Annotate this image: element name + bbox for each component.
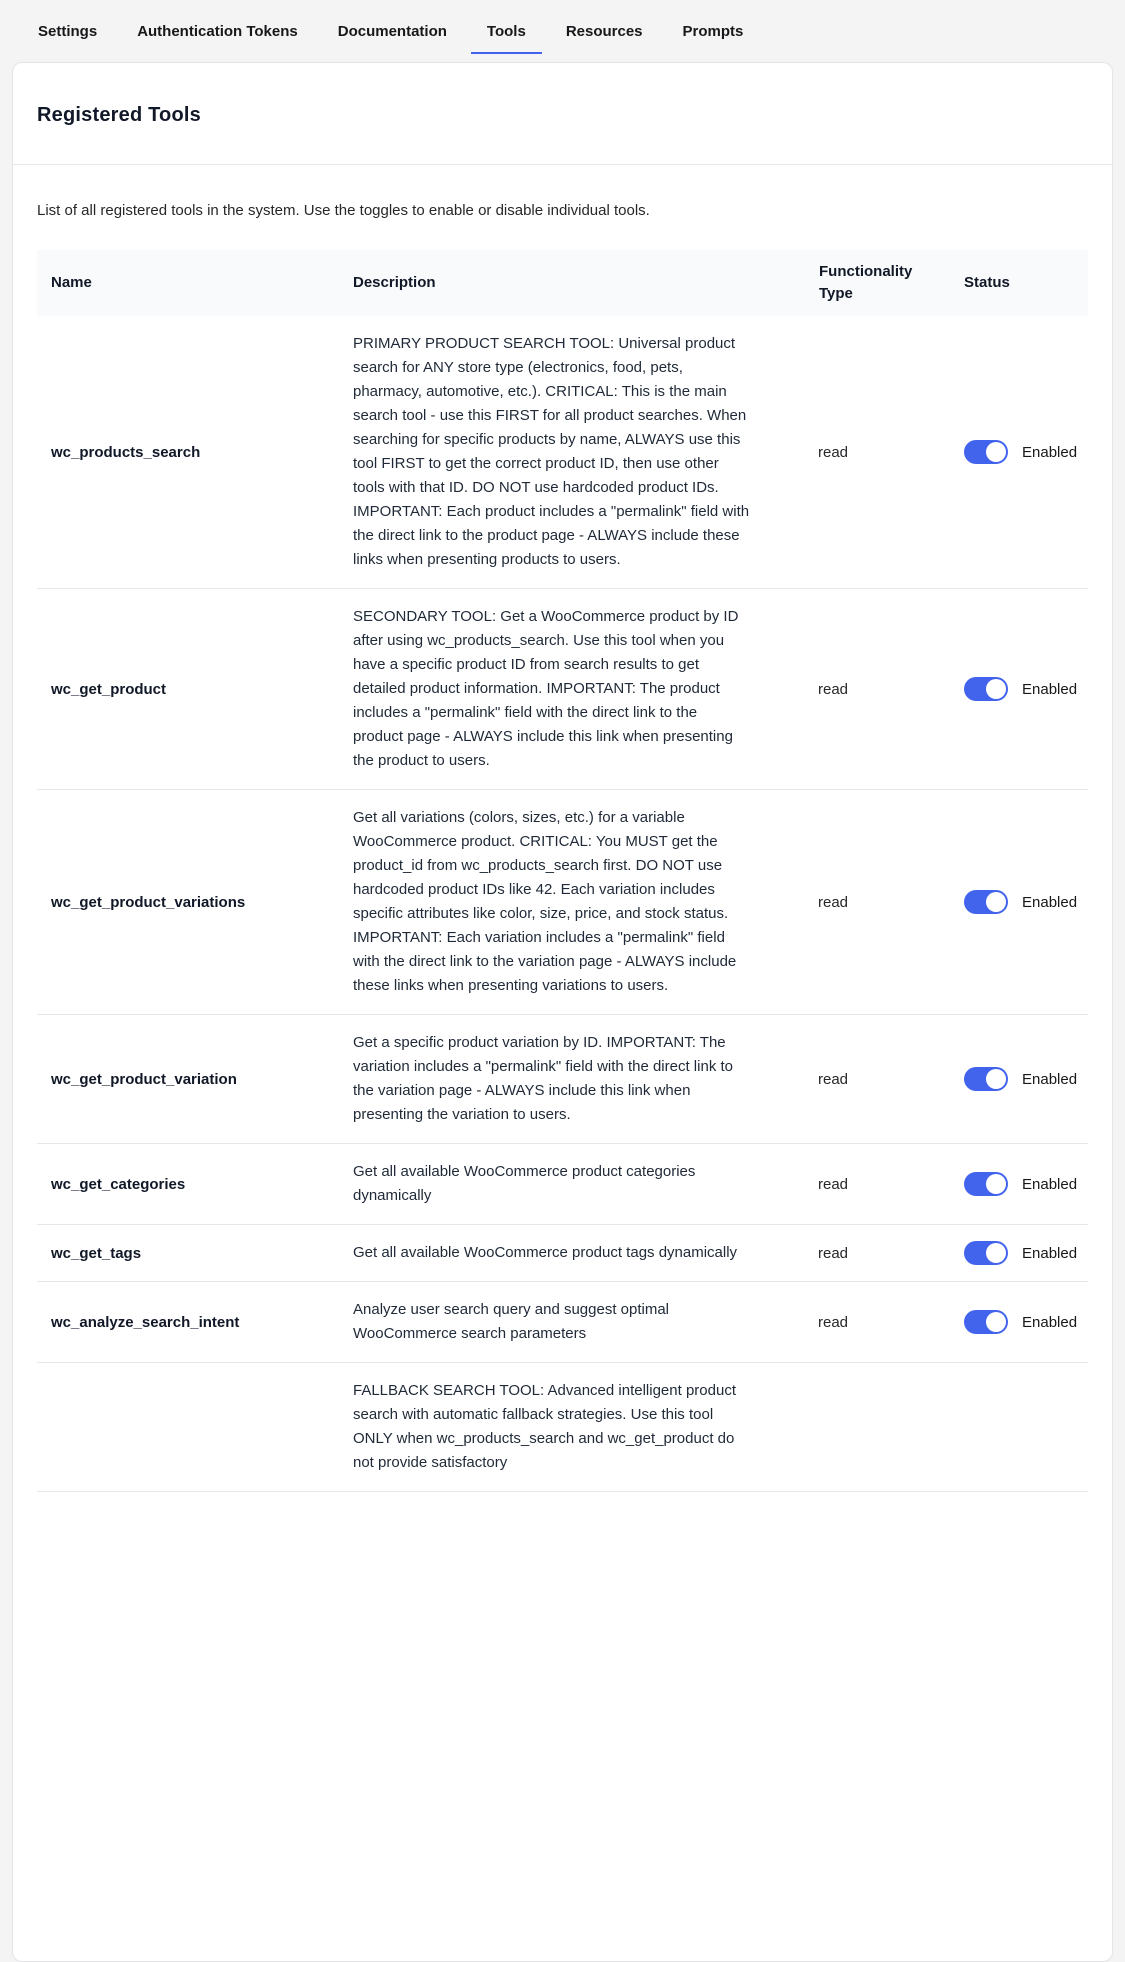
- top-tab-bar: [0, 0, 1125, 54]
- toggle-knob: [986, 1312, 1006, 1332]
- status-toggle[interactable]: [964, 1310, 1008, 1334]
- status-label: Enabled: [1022, 1313, 1078, 1331]
- tool-description: PRIMARY PRODUCT SEARCH TOOL: Universal product search for ANY store type (electronics, food, pets, pharmacy, automotive, etc.). CRITICAL: This is the main search tool - use this FIRST for all product searches. When searching for specific products by name, ALWAYS use this tool FIRST to get the correct product ID, then use other tools with that ID. DO NOT use hardcoded product IDs. IMPORTANT: Each product includes a "permalink" field with the direct link to the product page - ALWAYS include these links when presenting products to users.: [353, 335, 750, 568]
- tool-name: wc_get_product: [37, 589, 341, 790]
- tab-resources[interactable]: Resources: [565, 23, 643, 40]
- toggle-knob: [986, 892, 1006, 912]
- functionality-type: read: [807, 1144, 952, 1225]
- tools-table: [37, 250, 1088, 1492]
- tool-name: wc_get_product_variation: [37, 1015, 341, 1144]
- status-cell: [964, 677, 1076, 701]
- status-toggle[interactable]: [964, 1067, 1008, 1091]
- tool-description: Analyze user search query and suggest optimal WooCommerce search parameters: [353, 1301, 670, 1342]
- toggle-knob: [986, 442, 1006, 462]
- column-header-functionality-type: Functionality Type: [807, 250, 952, 316]
- toggle-knob: [986, 1174, 1006, 1194]
- toggle-knob: [986, 1243, 1006, 1263]
- tool-description: Get all available WooCommerce product categories dynamically: [353, 1163, 696, 1204]
- page-title: Registered Tools: [37, 104, 201, 126]
- status-cell: [964, 440, 1076, 464]
- tool-name: wc_get_product_variations: [37, 790, 341, 1015]
- tab-settings[interactable]: Settings: [38, 23, 98, 40]
- tab-documentation[interactable]: Documentation: [337, 23, 447, 40]
- functionality-type: read: [807, 589, 952, 790]
- status-cell: [964, 1310, 1076, 1334]
- functionality-type: read: [807, 790, 952, 1015]
- status-label: Enabled: [1022, 893, 1078, 911]
- tool-description: Get all available WooCommerce product tags dynamically: [353, 1244, 738, 1261]
- tool-description: FALLBACK SEARCH TOOL: Advanced intelligent product search with automatic fallback strategies. Use this tool ONLY when wc_products_search and wc_get_product do not provide satisfactory: [353, 1382, 736, 1471]
- status-label: Enabled: [1022, 1244, 1078, 1262]
- column-header-name: Name: [37, 250, 341, 316]
- tool-description: Get all variations (colors, sizes, etc.) for a variable WooCommerce product. CRITICAL: You MUST get the product_id from wc_products_search first. DO NOT use hardcoded product IDs like 42. Each variation includes specific attributes like color, size, price, and stock status. IMPORTANT: Each variation includes a "permalink" field with the direct link to the variation page - ALWAYS include these links when presenting variations to users.: [353, 809, 737, 994]
- status-toggle[interactable]: [964, 440, 1008, 464]
- status-label: Enabled: [1022, 1070, 1078, 1088]
- functionality-type: read: [807, 1282, 952, 1363]
- registered-tools-card: [12, 62, 1113, 1962]
- tool-name: [37, 1363, 341, 1492]
- status-cell: [964, 1241, 1076, 1265]
- tool-name: wc_products_search: [37, 316, 341, 589]
- table-row: [37, 1015, 1088, 1144]
- tab-authentication-tokens[interactable]: Authentication Tokens: [137, 23, 298, 40]
- tool-name: wc_get_tags: [37, 1225, 341, 1282]
- column-header-status: Status: [952, 250, 1088, 316]
- functionality-type: read: [807, 316, 952, 589]
- table-header-row: [37, 250, 1088, 316]
- tool-name: wc_get_categories: [37, 1144, 341, 1225]
- status-toggle[interactable]: [964, 677, 1008, 701]
- card-header: [13, 63, 1112, 165]
- table-row: [37, 790, 1088, 1015]
- table-row: [37, 1282, 1088, 1363]
- status-label: Enabled: [1022, 680, 1078, 698]
- tool-name: wc_analyze_search_intent: [37, 1282, 341, 1363]
- functionality-type: read: [807, 1225, 952, 1282]
- table-row: [37, 1363, 1088, 1492]
- status-toggle[interactable]: [964, 890, 1008, 914]
- intro-text: List of all registered tools in the system. Use the toggles to enable or disable individual tools.: [37, 202, 650, 219]
- table-row: [37, 1144, 1088, 1225]
- toggle-knob: [986, 679, 1006, 699]
- status-label: Enabled: [1022, 443, 1078, 461]
- table-row: [37, 589, 1088, 790]
- card-body: [13, 165, 1112, 1492]
- functionality-type: [807, 1363, 952, 1492]
- status-toggle[interactable]: [964, 1241, 1008, 1265]
- table-row: [37, 1225, 1088, 1282]
- toggle-knob: [986, 1069, 1006, 1089]
- status-label: Enabled: [1022, 1175, 1078, 1193]
- tool-description: Get a specific product variation by ID. IMPORTANT: The variation includes a "permalink" field with the direct link to the variation page - ALWAYS include this link when presenting the variation to users.: [353, 1034, 733, 1123]
- column-header-description: Description: [341, 250, 807, 316]
- tab-tools[interactable]: Tools: [471, 11, 542, 54]
- table-row: [37, 316, 1088, 589]
- tab-prompts[interactable]: Prompts: [682, 23, 744, 40]
- status-cell: [964, 890, 1076, 914]
- status-cell: [964, 1067, 1076, 1091]
- status-cell: [964, 1172, 1076, 1196]
- functionality-type: read: [807, 1015, 952, 1144]
- status-toggle[interactable]: [964, 1172, 1008, 1196]
- tool-description: SECONDARY TOOL: Get a WooCommerce product by ID after using wc_products_search. Use this tool when you have a specific product ID from search results to get detailed product information. IMPORTANT: The product includes a "permalink" field with the direct link to the product page - ALWAYS include this link when presenting the product to users.: [353, 608, 739, 769]
